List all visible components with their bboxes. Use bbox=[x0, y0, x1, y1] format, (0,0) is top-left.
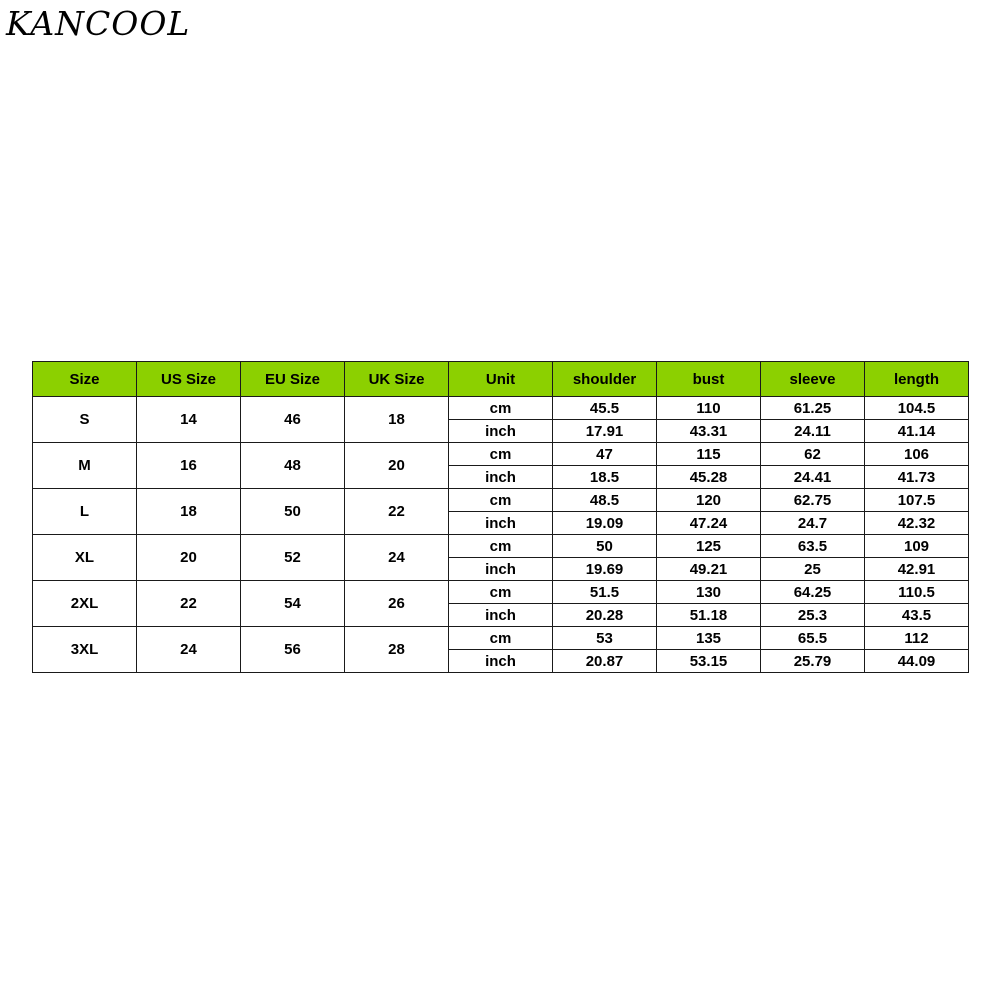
length-cell: 109 bbox=[865, 535, 969, 558]
bust-cell: 135 bbox=[657, 627, 761, 650]
us-size-cell: 16 bbox=[137, 443, 241, 489]
length-cell: 104.5 bbox=[865, 397, 969, 420]
size-chart-table bbox=[32, 361, 969, 673]
uk-size-cell: 20 bbox=[345, 443, 449, 489]
size-cell: 2XL bbox=[33, 581, 137, 627]
unit-cell: inch bbox=[449, 512, 553, 535]
uk-size-cell: 28 bbox=[345, 627, 449, 673]
sleeve-cell: 24.41 bbox=[761, 466, 865, 489]
us-size-cell: 18 bbox=[137, 489, 241, 535]
bust-cell: 110 bbox=[657, 397, 761, 420]
unit-cell: inch bbox=[449, 604, 553, 627]
shoulder-cell: 53 bbox=[553, 627, 657, 650]
shoulder-cell: 19.69 bbox=[553, 558, 657, 581]
unit-cell: inch bbox=[449, 650, 553, 673]
header-sleeve: sleeve bbox=[761, 362, 865, 397]
header-unit: Unit bbox=[449, 362, 553, 397]
table-row bbox=[33, 627, 969, 650]
sleeve-cell: 25.3 bbox=[761, 604, 865, 627]
size-cell: S bbox=[33, 397, 137, 443]
shoulder-cell: 20.28 bbox=[553, 604, 657, 627]
length-cell: 110.5 bbox=[865, 581, 969, 604]
table-row bbox=[33, 443, 969, 466]
length-cell: 107.5 bbox=[865, 489, 969, 512]
sleeve-cell: 63.5 bbox=[761, 535, 865, 558]
brand-logo: KANCOOL bbox=[6, 4, 191, 43]
length-cell: 42.91 bbox=[865, 558, 969, 581]
uk-size-cell: 22 bbox=[345, 489, 449, 535]
shoulder-cell: 20.87 bbox=[553, 650, 657, 673]
shoulder-cell: 47 bbox=[553, 443, 657, 466]
unit-cell: cm bbox=[449, 535, 553, 558]
us-size-cell: 20 bbox=[137, 535, 241, 581]
bust-cell: 53.15 bbox=[657, 650, 761, 673]
sleeve-cell: 64.25 bbox=[761, 581, 865, 604]
table-row bbox=[33, 535, 969, 558]
unit-cell: cm bbox=[449, 581, 553, 604]
sleeve-cell: 65.5 bbox=[761, 627, 865, 650]
header-us-size: US Size bbox=[137, 362, 241, 397]
size-cell: L bbox=[33, 489, 137, 535]
unit-cell: inch bbox=[449, 466, 553, 489]
sleeve-cell: 61.25 bbox=[761, 397, 865, 420]
uk-size-cell: 18 bbox=[345, 397, 449, 443]
eu-size-cell: 48 bbox=[241, 443, 345, 489]
sleeve-cell: 25.79 bbox=[761, 650, 865, 673]
unit-cell: cm bbox=[449, 627, 553, 650]
eu-size-cell: 56 bbox=[241, 627, 345, 673]
table-header-row bbox=[33, 362, 969, 397]
size-cell: XL bbox=[33, 535, 137, 581]
unit-cell: cm bbox=[449, 397, 553, 420]
table-row bbox=[33, 397, 969, 420]
table-row bbox=[33, 581, 969, 604]
eu-size-cell: 54 bbox=[241, 581, 345, 627]
length-cell: 41.73 bbox=[865, 466, 969, 489]
sleeve-cell: 62.75 bbox=[761, 489, 865, 512]
unit-cell: cm bbox=[449, 489, 553, 512]
length-cell: 42.32 bbox=[865, 512, 969, 535]
length-cell: 112 bbox=[865, 627, 969, 650]
table-row bbox=[33, 489, 969, 512]
bust-cell: 43.31 bbox=[657, 420, 761, 443]
uk-size-cell: 24 bbox=[345, 535, 449, 581]
uk-size-cell: 26 bbox=[345, 581, 449, 627]
bust-cell: 125 bbox=[657, 535, 761, 558]
shoulder-cell: 50 bbox=[553, 535, 657, 558]
length-cell: 106 bbox=[865, 443, 969, 466]
shoulder-cell: 18.5 bbox=[553, 466, 657, 489]
bust-cell: 120 bbox=[657, 489, 761, 512]
header-eu-size: EU Size bbox=[241, 362, 345, 397]
bust-cell: 47.24 bbox=[657, 512, 761, 535]
sleeve-cell: 24.7 bbox=[761, 512, 865, 535]
sleeve-cell: 25 bbox=[761, 558, 865, 581]
shoulder-cell: 17.91 bbox=[553, 420, 657, 443]
header-shoulder: shoulder bbox=[553, 362, 657, 397]
size-cell: M bbox=[33, 443, 137, 489]
us-size-cell: 24 bbox=[137, 627, 241, 673]
sleeve-cell: 62 bbox=[761, 443, 865, 466]
length-cell: 44.09 bbox=[865, 650, 969, 673]
bust-cell: 130 bbox=[657, 581, 761, 604]
shoulder-cell: 45.5 bbox=[553, 397, 657, 420]
shoulder-cell: 51.5 bbox=[553, 581, 657, 604]
us-size-cell: 22 bbox=[137, 581, 241, 627]
length-cell: 41.14 bbox=[865, 420, 969, 443]
length-cell: 43.5 bbox=[865, 604, 969, 627]
eu-size-cell: 50 bbox=[241, 489, 345, 535]
unit-cell: cm bbox=[449, 443, 553, 466]
eu-size-cell: 52 bbox=[241, 535, 345, 581]
bust-cell: 115 bbox=[657, 443, 761, 466]
size-cell: 3XL bbox=[33, 627, 137, 673]
bust-cell: 45.28 bbox=[657, 466, 761, 489]
us-size-cell: 14 bbox=[137, 397, 241, 443]
shoulder-cell: 48.5 bbox=[553, 489, 657, 512]
header-uk-size: UK Size bbox=[345, 362, 449, 397]
shoulder-cell: 19.09 bbox=[553, 512, 657, 535]
unit-cell: inch bbox=[449, 420, 553, 443]
header-length: length bbox=[865, 362, 969, 397]
bust-cell: 49.21 bbox=[657, 558, 761, 581]
header-size: Size bbox=[33, 362, 137, 397]
sleeve-cell: 24.11 bbox=[761, 420, 865, 443]
header-bust: bust bbox=[657, 362, 761, 397]
eu-size-cell: 46 bbox=[241, 397, 345, 443]
unit-cell: inch bbox=[449, 558, 553, 581]
bust-cell: 51.18 bbox=[657, 604, 761, 627]
